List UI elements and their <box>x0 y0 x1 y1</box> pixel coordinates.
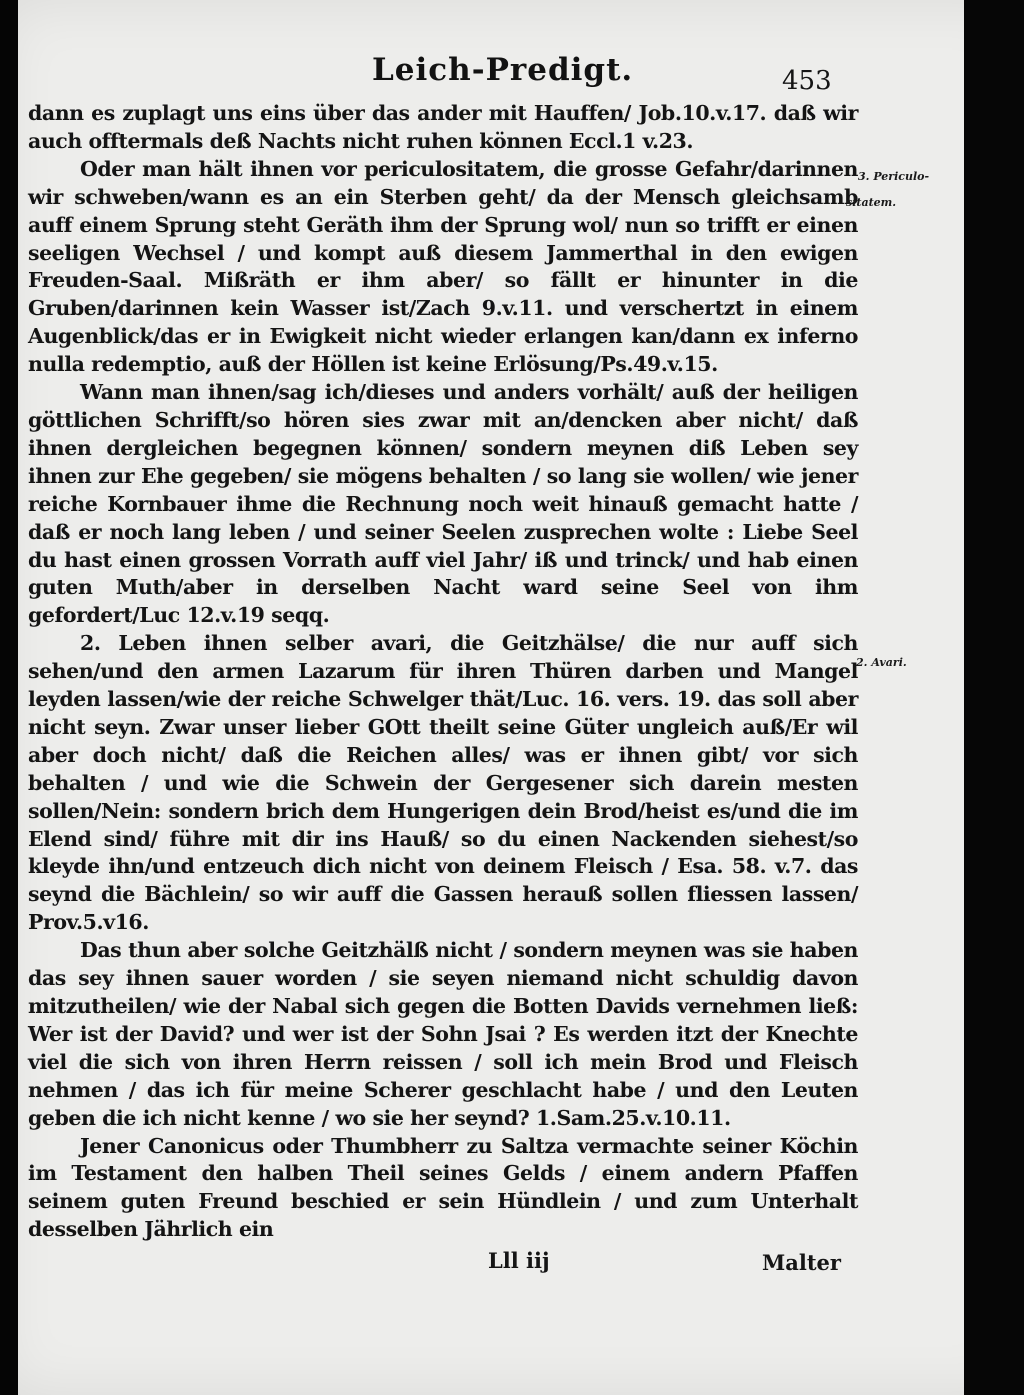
paragraph: Jener Canonicus oder Thumbherr zu Saltza vermachte seiner Köchin im Testament den halben Theil seines Gelds / einem andern Pfaffen seinem guten Freund beschied er sein Hündlein / und zum Unterhalt desselben Jährlich ein <box>28 1133 858 1242</box>
page-number: 453 <box>782 66 832 96</box>
catchword: Malter <box>762 1250 841 1275</box>
running-title: Leich-Predigt. <box>372 52 634 88</box>
page-header <box>0 52 1024 98</box>
margin-note: sitatem. <box>846 196 897 209</box>
page-footer <box>0 1248 1024 1282</box>
paragraph: 2. Leben ihnen selber avari, die Geitzhälse/ die nur auff sich sehen/und den armen Lazarum für ihren Thüren darben und Mangel leyden lassen/wie der reiche Schwelger thät/Luc. 16. vers. 19. das soll aber nicht seyn. Zwar unser lieber GOtt theilt seine Güter ungleich auß/Er wil aber doch nicht/ daß die Reichen alles/ was er ihnen gibt/ vor sich behalten / und wie die Schwein der Gergesener sich darein mesten sollen/Nein: sondern brich dem Hungerigen dein Brod/heist es/und die im Elend sind/ führe mit dir ins Hauß/ so du einen Nackenden siehest/so kleyde ihn/und entzeuch dich nicht von deinem Fleisch / Esa. 58. v.7. das seynd die Bächlein/ so wir auff die Gassen herauß sollen fliessen lassen/ Prov.5.v16. <box>28 631 858 935</box>
paragraph: Oder man hält ihnen vor periculositatem, die grosse Gefahr/darinnen wir schweben/wann es an ein Sterben geht/ da der Mensch gleichsamb auff einem Sprung steht Geräth ihm der Sprung wol/ nun so trifft er einen seeligen Wechsel / und kompt auß diesem Jammerthal in den ewigen Freuden-Saal. Mißräth er ihm aber/ so fällt er hinunter in die Gruben/darinnen kein Wasser ist/Zach 9.v.11. und verschertzt in einem Augenblick/das er in Ewigkeit nicht wieder erlangen kan/dann ex inferno nulla redemptio, auß der Höllen ist keine Erlösung/Ps.49.v.15. <box>28 156 858 377</box>
scan-edge-left <box>0 0 18 1395</box>
body-text <box>28 100 858 1244</box>
margin-note: 2. Avari. <box>856 656 907 669</box>
signature-mark: Lll iij <box>488 1248 550 1273</box>
margin-note: 3. Periculo- <box>858 170 930 183</box>
paragraph: dann es zuplagt uns eins über das ander mit Hauffen/ Job.10.v.17. daß wir auch offtermals deß Nachts nicht ruhen können Eccl.1 v.23. <box>28 101 858 153</box>
paragraph: Wann man ihnen/sag ich/dieses und anders vorhält/ auß der heiligen göttlichen Schrifft/so hören sies zwar mit an/dencken aber nicht/ daß ihnen dergleichen begegnen können/ sondern meynen diß Leben sey ihnen zur Ehe gegeben/ sie mögens behalten / so lang sie wollen/ wie jener reiche Kornbauer ihme die Rechnung noch weit hinauß gemacht hatte / daß er noch lang leben / und seiner Seelen zusprechen wolte : Liebe Seel du hast einen grossen Vorrath auff viel Jahr/ iß und trinck/ und hab einen guten Muth/aber in derselben Nacht ward seine Seel von ihm gefordert/Luc 12.v.19 seqq. <box>28 380 858 628</box>
scan-edge-right <box>964 0 1024 1395</box>
paragraph: Das thun aber solche Geitzhälß nicht / sondern meynen was sie haben das sey ihnen sauer worden / sie seyen niemand nicht schuldig davon mitzutheilen/ wie der Nabal sich gegen die Botten Davids vernehmen ließ: Wer ist der David? und wer ist der Sohn Jsai ? Es werden itzt der Knechte viel die sich von ihren Herrn reissen / soll ich mein Brod und Fleisch nehmen / das ich für meine Scherer geschlacht habe / und den Leuten geben die ich nicht kenne / wo sie her seynd? 1.Sam.25.v.10.11. <box>28 938 858 1130</box>
